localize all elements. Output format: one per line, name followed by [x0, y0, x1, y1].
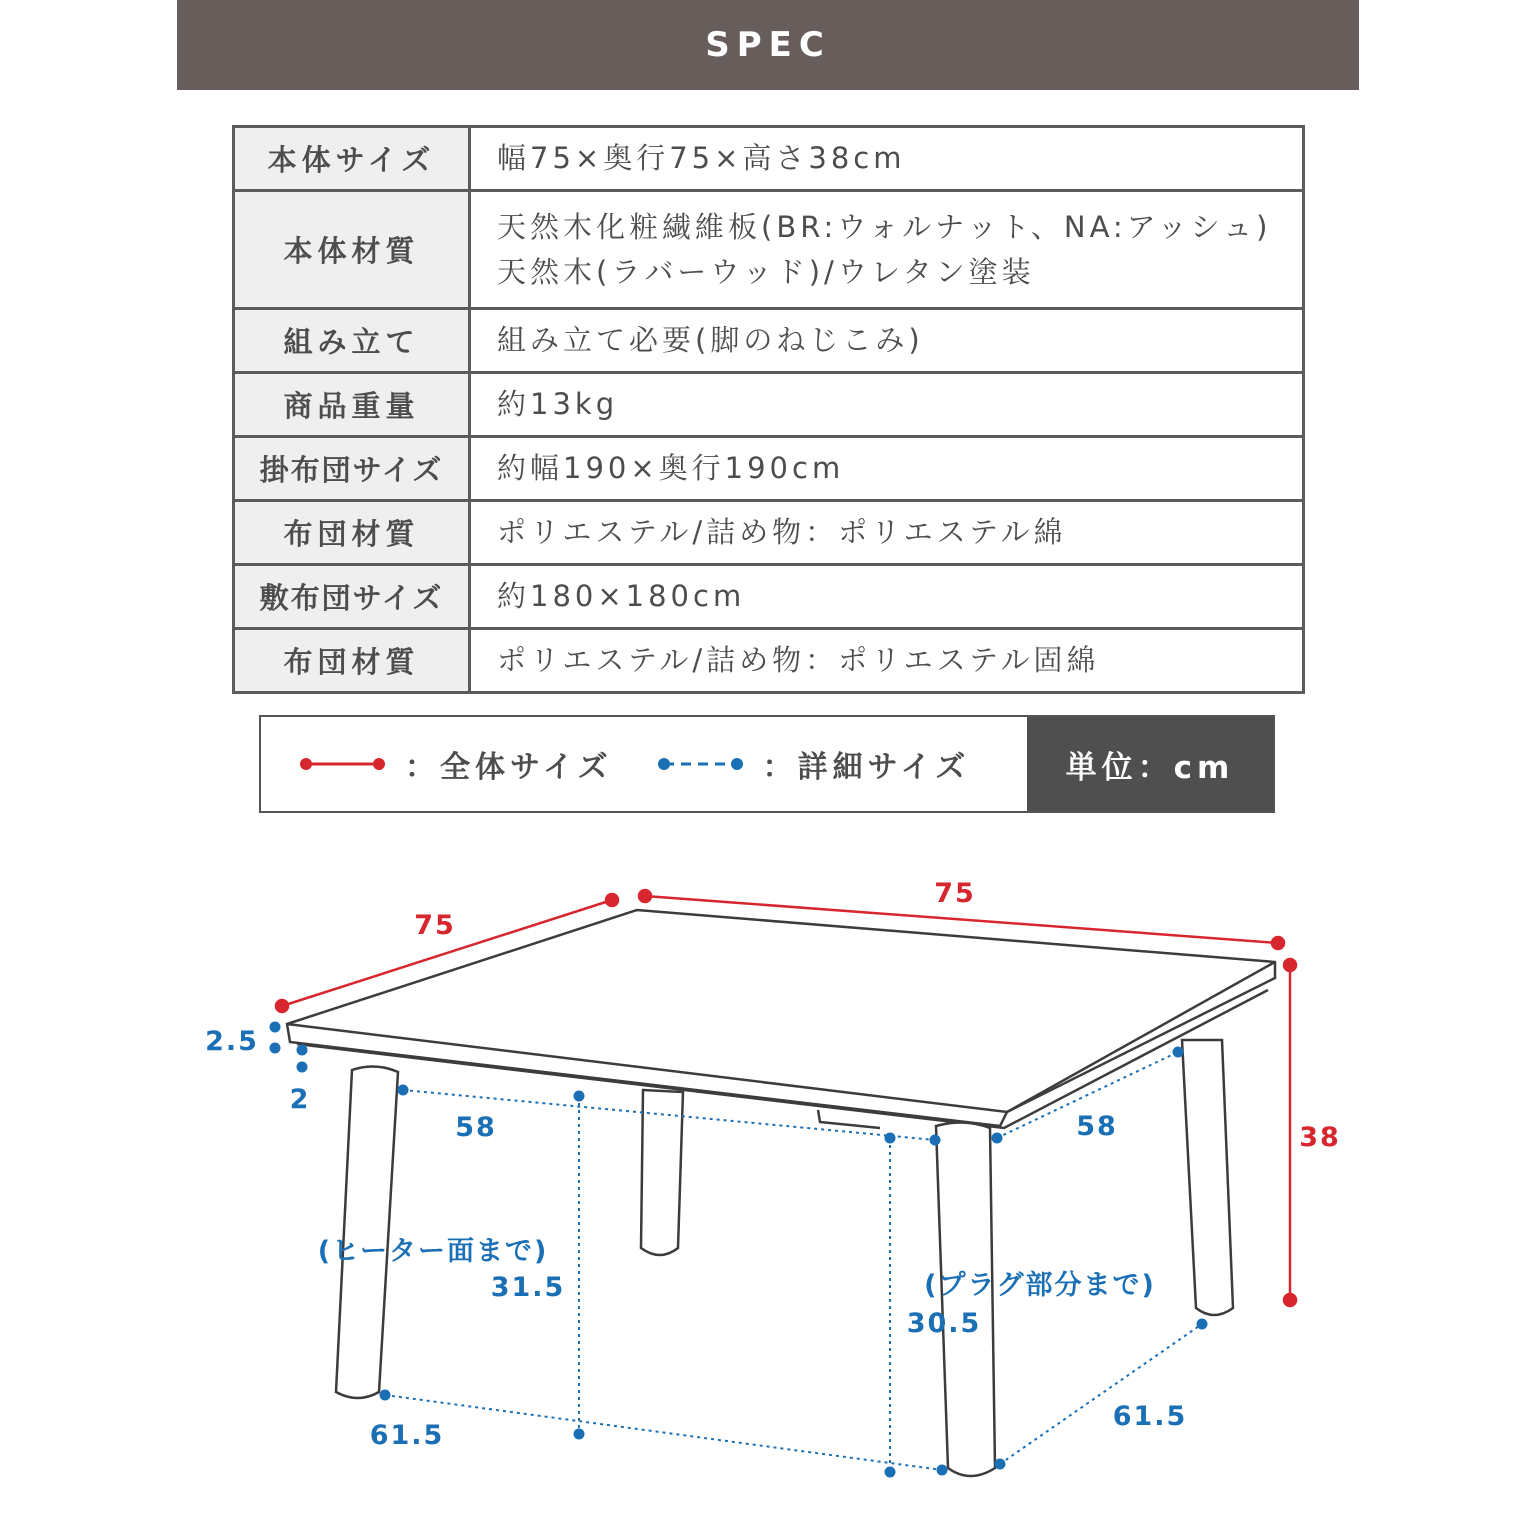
depth-top-label: 75 [414, 910, 456, 941]
apron-label: 2 [289, 1084, 311, 1115]
value-line: 組み立て必要(脚のねじこみ) [497, 323, 924, 358]
width-top-label: 75 [934, 878, 976, 909]
front-left-leg [336, 1066, 398, 1398]
heater-note-label: (ヒーター面まで) [317, 1236, 549, 1267]
value-line: ポリエステル/詰め物：ポリエステル固綿 [497, 643, 1100, 678]
unit-badge: 単位：cm [1027, 717, 1273, 811]
spec-title: SPEC [705, 25, 831, 65]
row-label: 布団材質 [234, 501, 470, 565]
legend-overall-label: ：全体サイズ [405, 750, 613, 785]
value-line: 天然木化粧繊維板(BR:ウォルナット、NA:アッシュ) [497, 209, 1272, 244]
plug-note-label: (プラグ部分まで) [924, 1270, 1156, 1301]
row-label: 本体材質 [234, 191, 470, 309]
leg-front-label: 61.5 [369, 1420, 445, 1451]
value-line: ポリエステル/詰め物：ポリエステル綿 [497, 515, 1067, 550]
inner-front-label: 58 [455, 1112, 497, 1143]
value-line: 約180×180cm [497, 579, 746, 614]
row-label: 掛布団サイズ [234, 437, 470, 501]
row-label: 商品重量 [234, 373, 470, 437]
top-thickness-label: 2.5 [205, 1026, 259, 1057]
row-label: 布団材質 [234, 629, 470, 693]
value-line: 天然木(ラバーウッド)/ウレタン塗装 [497, 254, 1035, 289]
heater-height-label: 31.5 [490, 1272, 566, 1303]
value-line: 幅75×奥行75×高さ38cm [497, 141, 906, 176]
leg-side-label: 61.5 [1112, 1401, 1188, 1432]
table-top [287, 910, 1275, 1128]
row-label: 敷布団サイズ [234, 565, 470, 629]
value-line: 約13kg [497, 387, 619, 422]
inner-side-label: 58 [1076, 1111, 1118, 1142]
row-label: 組み立て [234, 309, 470, 373]
plug-height-label: 30.5 [906, 1308, 982, 1339]
height-label: 38 [1299, 1122, 1341, 1153]
row-label: 本体サイズ [234, 127, 470, 191]
value-line: 約幅190×奥行190cm [497, 451, 845, 486]
legend-detail-label: ：詳細サイズ [762, 750, 971, 785]
